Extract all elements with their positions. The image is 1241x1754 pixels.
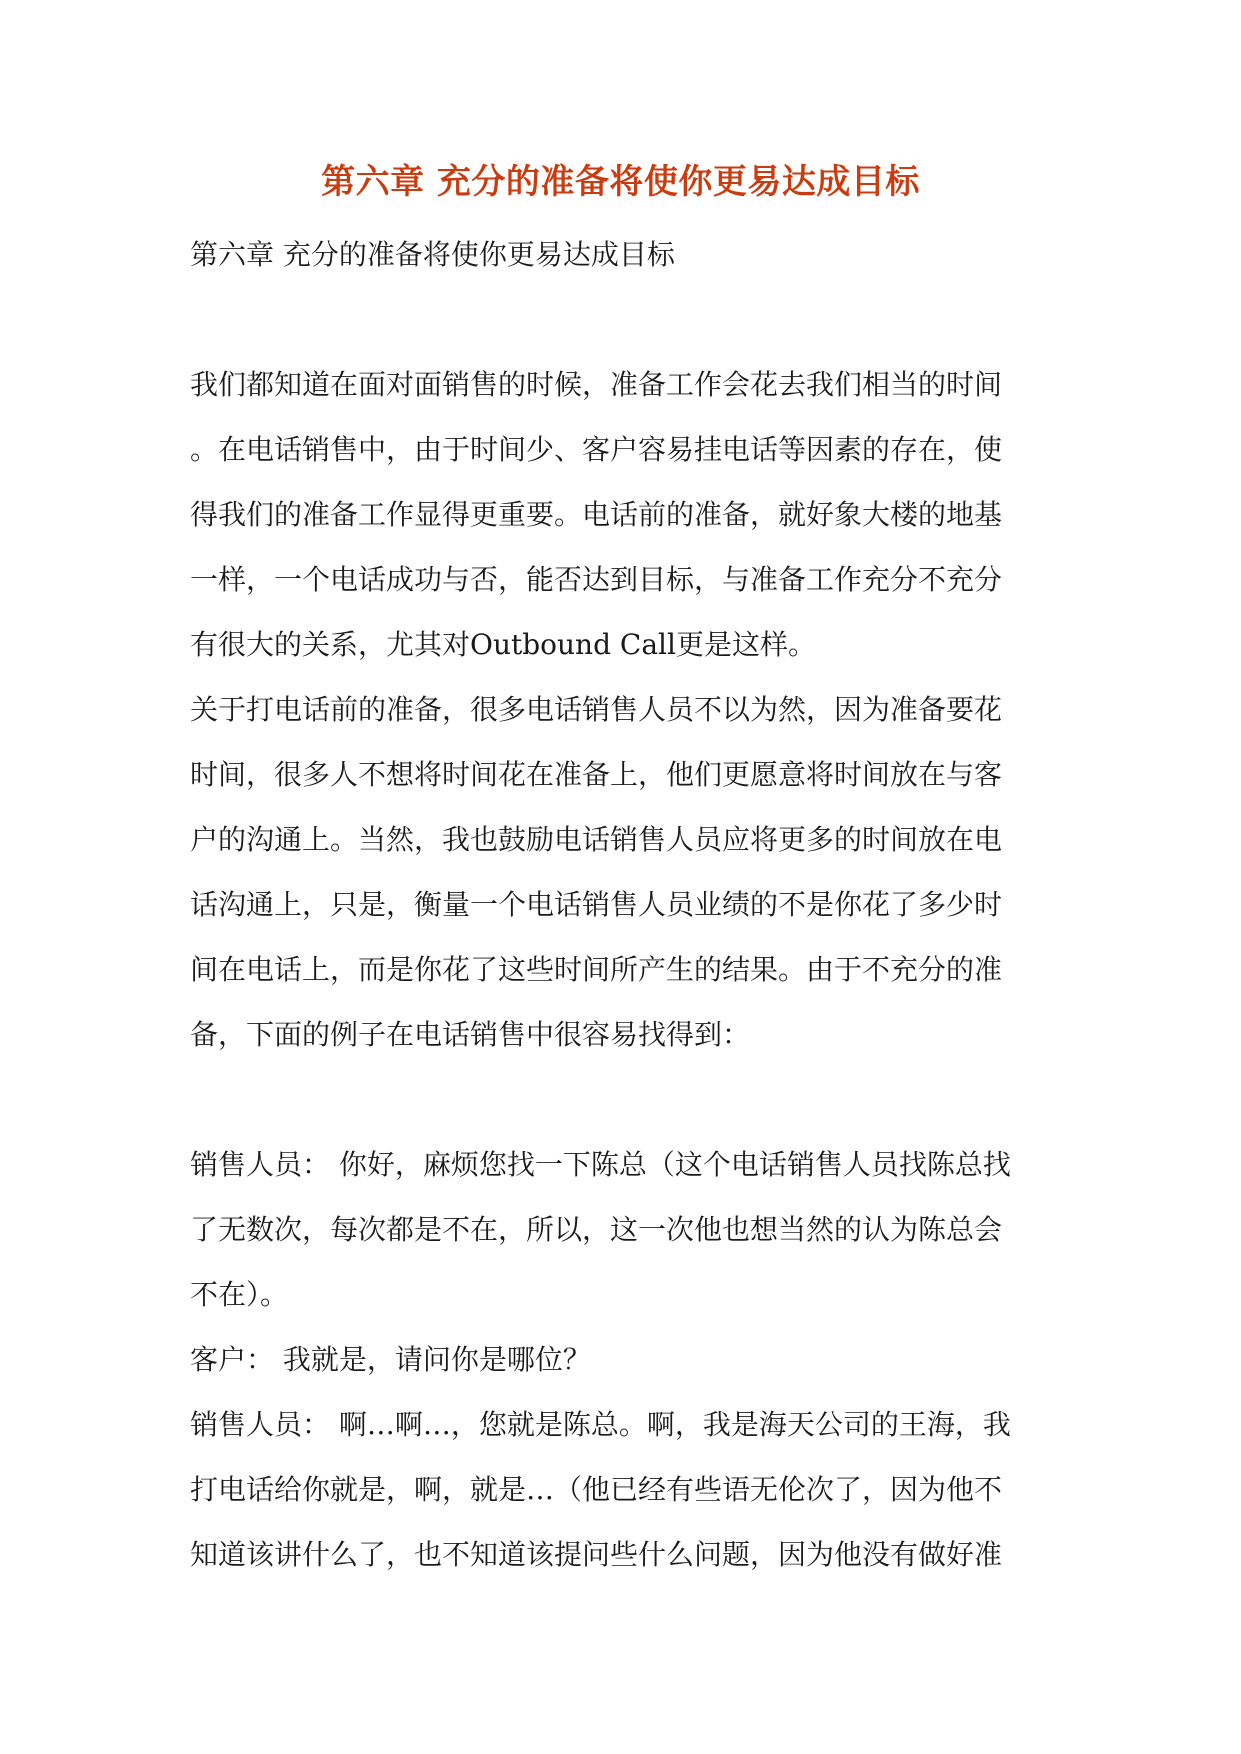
spacer <box>190 1067 1050 1132</box>
document-body <box>190 222 1050 1587</box>
paragraph-intro: 我们都知道在面对面销售的时候，准备工作会花去我们相当的时间 。在电话销售中，由于时间少、客户容易挂电话等因素的存在，使 得我们的准备工作显得更重要。电话前的准备，就好象大楼的地基 一样，一个电话成功与否，能否达到目标，与准备工作充分不充分 有很大的关系，尤其对Outbound Call更是这样。 <box>190 368 1003 661</box>
paragraph-preparation: 关于打电话前的准备，很多电话销售人员不以为然，因为准备要花 时间，很多人不想将时间花在准备上，他们更愿意将时间放在与客 户的沟通上。当然，我也鼓励电话销售人员应将更多的时间放在电 话沟通上，只是，衡量一个电话销售人员业绩的不是你花了多少时 间在电话上，而是你花了这些时间所产生的结果。由于不充分的准 备，下面的例子在电话销售中很容易找得到： <box>190 693 1003 1051</box>
page-title: 第六章 充分的准备将使你更易达成目标 <box>321 162 920 202</box>
dialogue-line-salesperson-1: 销售人员： 你好，麻烦您找一下陈总（这个电话销售人员找陈总找 了无数次，每次都是不在，所以，这一次他也想当然的认为陈总会 不在）。 <box>190 1148 1011 1311</box>
dialogue-line-customer-1: 客户： 我就是，请问你是哪位？ <box>190 1343 591 1376</box>
dialogue-line-salesperson-2: 销售人员： 啊…啊…，您就是陈总。啊，我是海天公司的王海，我 打电话给你就是，啊，就是…（他已经有些语无伦次了，因为他不 知道该讲什么了，也不知道该提问些什么问题，因为他没有做好准 <box>190 1408 1011 1571</box>
chapter-subtitle: 第六章 充分的准备将使你更易达成目标 <box>190 238 675 271</box>
spacer <box>190 287 1050 352</box>
